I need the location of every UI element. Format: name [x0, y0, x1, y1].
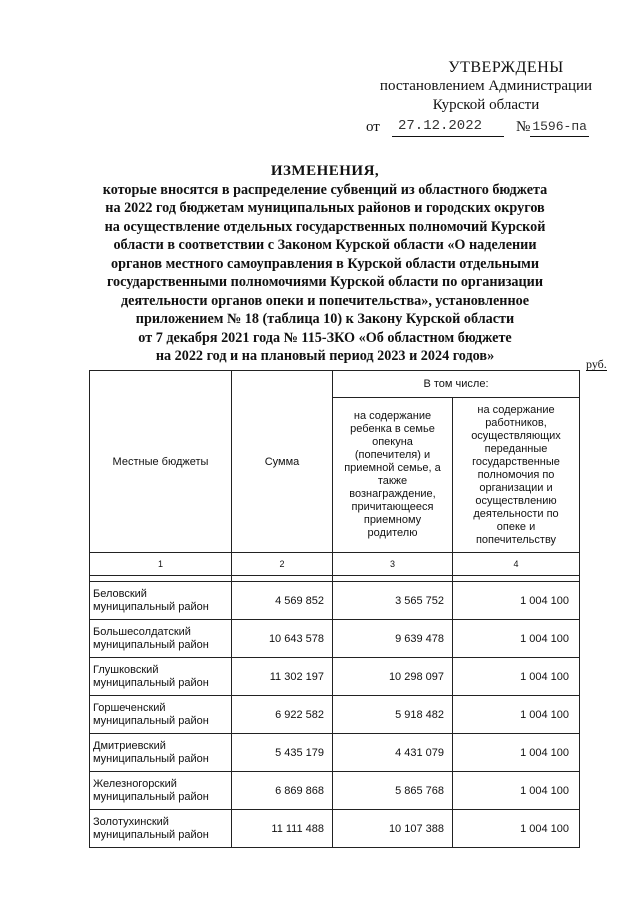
row-child-support: 4 431 079 — [333, 734, 453, 772]
row-sum: 4 569 852 — [232, 582, 333, 620]
title-line: которые вносятся в распределение субвенций из областного бюджета — [102, 181, 548, 198]
header-col4 — [453, 398, 580, 553]
header-including: В том числе: — [333, 371, 580, 398]
row-staff: 1 004 100 — [453, 582, 580, 620]
table-header-row — [90, 371, 580, 398]
row-child-support: 10 107 388 — [333, 810, 453, 848]
budget-name-line1: Беловский — [93, 587, 147, 600]
approval-number-sign: № — [516, 119, 531, 135]
row-child-support: 5 865 768 — [333, 772, 453, 810]
row-budget-name — [90, 696, 232, 734]
table-row — [90, 620, 580, 658]
row-child-support: 10 298 097 — [333, 658, 453, 696]
row-child-support: 3 565 752 — [333, 582, 453, 620]
table-row — [90, 582, 580, 620]
table-row — [90, 810, 580, 848]
budget-name-line1: Железногорский — [93, 777, 177, 790]
title-line: на 2022 год бюджетам муниципальных районов и городских округов — [105, 200, 545, 216]
column-number: 2 — [232, 553, 333, 576]
column-number-row — [90, 553, 580, 576]
table-row — [90, 696, 580, 734]
row-sum: 5 435 179 — [232, 734, 333, 772]
approval-date-prefix: от — [366, 119, 380, 135]
row-staff: 1 004 100 — [453, 734, 580, 772]
budget-name-line1: Горшеченский — [93, 701, 166, 714]
title-line: государственными полномочиями Курской области по организации — [106, 274, 544, 290]
budget-name-line1: Большесолдатский — [93, 625, 191, 638]
column-number: 1 — [90, 553, 232, 576]
approval-date: 27.12.2022 — [392, 117, 504, 137]
title-line: области в соответствии с Законом Курской области «О наделении — [113, 237, 537, 253]
row-staff: 1 004 100 — [453, 658, 580, 696]
row-staff: 1 004 100 — [453, 696, 580, 734]
row-sum: 10 643 578 — [232, 620, 333, 658]
row-sum: 6 869 868 — [232, 772, 333, 810]
row-budget-name — [90, 582, 232, 620]
row-budget-name — [90, 810, 232, 848]
approval-title: УТВЕРЖДЕНЫ — [448, 59, 564, 76]
approval-number: 1596-па — [530, 117, 589, 137]
row-sum: 6 922 582 — [232, 696, 333, 734]
approval-line-1: постановлением Администрации — [379, 78, 593, 94]
row-sum: 11 302 197 — [232, 658, 333, 696]
header-sum: Сумма — [232, 371, 333, 553]
row-budget-name — [90, 658, 232, 696]
document-title — [90, 162, 560, 366]
table-row — [90, 772, 580, 810]
table-row — [90, 658, 580, 696]
table-row — [90, 734, 580, 772]
header-budgets: Местные бюджеты — [90, 371, 232, 553]
approval-line-2: Курской области — [432, 97, 540, 113]
title-heading: ИЗМЕНЕНИЯ, — [270, 163, 380, 179]
budget-name-line1: Глушковский — [93, 663, 159, 676]
row-budget-name — [90, 734, 232, 772]
title-line: органов местного самоуправления в Курской области отдельными — [110, 255, 539, 272]
budget-name-line2: муниципальный район — [93, 676, 209, 689]
budget-name-line2: муниципальный район — [93, 752, 209, 765]
title-line: приложением № 18 (таблица 10) к Закону Курской области — [135, 311, 515, 327]
title-line: на 2022 год и на плановый период 2023 и 2024 годов» — [155, 348, 495, 364]
column-number: 4 — [453, 553, 580, 576]
budget-name-line2: муниципальный район — [93, 714, 209, 727]
header-col3 — [333, 398, 453, 553]
row-child-support: 9 639 478 — [333, 620, 453, 658]
budget-name-line2: муниципальный район — [93, 828, 209, 841]
row-staff: 1 004 100 — [453, 620, 580, 658]
subventions-table — [89, 370, 580, 848]
row-staff: 1 004 100 — [453, 772, 580, 810]
currency-unit: руб. — [586, 357, 607, 371]
budget-name-line2: муниципальный район — [93, 790, 209, 803]
header-col3-text: на содержание ребенка в семье опекуна (попечителя) и приемной семье, а также вознаграждение, причитающееся приемному родителю — [344, 410, 441, 539]
column-number: 3 — [333, 553, 453, 576]
title-line: на осуществление отдельных государственных полномочий Курской — [104, 218, 546, 235]
budget-name-line1: Дмитриевский — [93, 739, 166, 752]
approval-block — [366, 58, 606, 137]
approval-date-row — [366, 117, 606, 137]
header-col4-text: на содержание работников, осуществляющих переданные государственные полномочия по организации и осуществлению деятельности по опеке и попечительству — [471, 403, 561, 546]
budget-name-line2: муниципальный район — [93, 600, 209, 613]
title-line: деятельности органов опеки и попечительства», установленное — [120, 292, 530, 309]
budget-name-line1: Золотухинский — [93, 815, 169, 828]
row-staff: 1 004 100 — [453, 810, 580, 848]
title-line: от 7 декабря 2021 года № 115-ЗКО «Об областном бюджете — [138, 329, 512, 346]
budget-name-line2: муниципальный район — [93, 638, 209, 651]
row-budget-name — [90, 620, 232, 658]
row-budget-name — [90, 772, 232, 810]
row-sum: 11 111 488 — [232, 810, 333, 848]
row-child-support: 5 918 482 — [333, 696, 453, 734]
